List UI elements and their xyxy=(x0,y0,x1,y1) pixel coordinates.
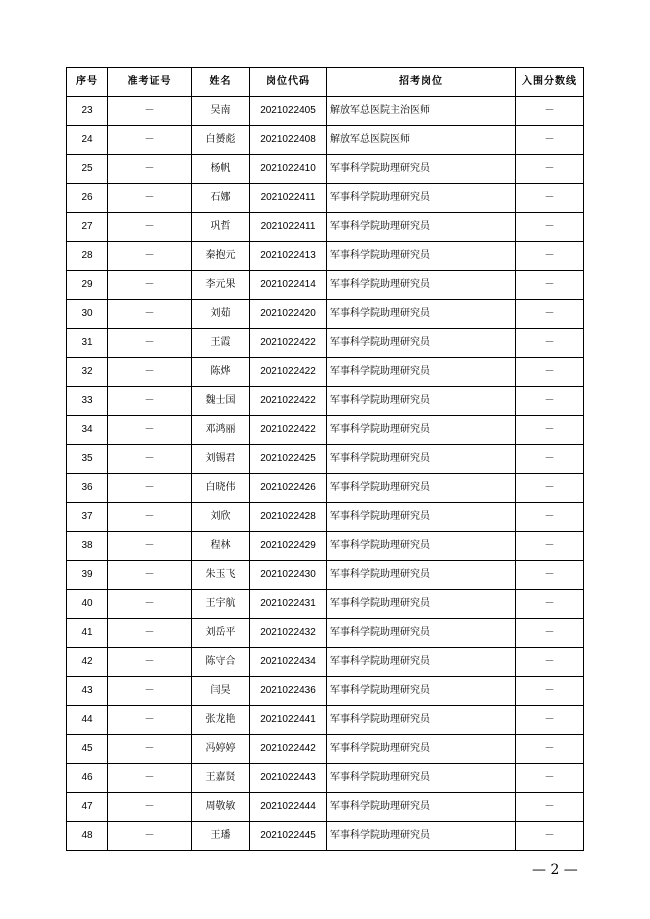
cell-cutoff: － xyxy=(516,271,584,300)
header-exam-id: 准考证号 xyxy=(108,68,192,97)
cell-seq: 40 xyxy=(67,590,108,619)
table-row xyxy=(67,184,584,213)
cell-code: 2021022408 xyxy=(250,126,327,155)
cell-exam-id: － xyxy=(108,735,192,764)
cell-name: 魏士国 xyxy=(192,387,250,416)
cell-seq: 32 xyxy=(67,358,108,387)
cell-position: 军事科学院助理研究员 xyxy=(327,793,516,822)
cell-exam-id: － xyxy=(108,271,192,300)
cell-exam-id: － xyxy=(108,97,192,126)
cell-name: 刘茹 xyxy=(192,300,250,329)
cell-code: 2021022422 xyxy=(250,329,327,358)
cell-name: 吴南 xyxy=(192,97,250,126)
cell-exam-id: － xyxy=(108,358,192,387)
cell-code: 2021022410 xyxy=(250,155,327,184)
cell-seq: 46 xyxy=(67,764,108,793)
header-seq: 序号 xyxy=(67,68,108,97)
table-row xyxy=(67,503,584,532)
header-cutoff: 入围分数线 xyxy=(516,68,584,97)
cell-position: 军事科学院助理研究员 xyxy=(327,155,516,184)
cell-seq: 31 xyxy=(67,329,108,358)
cell-cutoff: － xyxy=(516,300,584,329)
cell-seq: 24 xyxy=(67,126,108,155)
cell-cutoff: － xyxy=(516,474,584,503)
table-row xyxy=(67,155,584,184)
cell-name: 王嘉贤 xyxy=(192,764,250,793)
cell-code: 2021022422 xyxy=(250,358,327,387)
cell-seq: 48 xyxy=(67,822,108,851)
cell-exam-id: － xyxy=(108,126,192,155)
cell-name: 李元果 xyxy=(192,271,250,300)
cell-exam-id: － xyxy=(108,184,192,213)
header-name: 姓名 xyxy=(192,68,250,97)
cell-code: 2021022441 xyxy=(250,706,327,735)
cell-code: 2021022442 xyxy=(250,735,327,764)
table-row xyxy=(67,97,584,126)
table-row xyxy=(67,213,584,242)
cell-position: 军事科学院助理研究员 xyxy=(327,358,516,387)
table-row xyxy=(67,735,584,764)
cell-position: 解放军总医院医师 xyxy=(327,126,516,155)
cell-name: 刘岳平 xyxy=(192,619,250,648)
cell-position: 军事科学院助理研究员 xyxy=(327,387,516,416)
cell-exam-id: － xyxy=(108,503,192,532)
cell-code: 2021022443 xyxy=(250,764,327,793)
cell-position: 军事科学院助理研究员 xyxy=(327,213,516,242)
cell-seq: 33 xyxy=(67,387,108,416)
table-row xyxy=(67,126,584,155)
table-row xyxy=(67,648,584,677)
cell-exam-id: － xyxy=(108,764,192,793)
cell-exam-id: － xyxy=(108,793,192,822)
cell-name: 冯婷婷 xyxy=(192,735,250,764)
cell-position: 军事科学院助理研究员 xyxy=(327,271,516,300)
cell-code: 2021022411 xyxy=(250,184,327,213)
cell-exam-id: － xyxy=(108,387,192,416)
candidate-table xyxy=(66,67,584,851)
cell-name: 王璠 xyxy=(192,822,250,851)
cell-seq: 47 xyxy=(67,793,108,822)
cell-seq: 28 xyxy=(67,242,108,271)
cell-seq: 45 xyxy=(67,735,108,764)
cell-exam-id: － xyxy=(108,416,192,445)
cell-name: 张龙艳 xyxy=(192,706,250,735)
cell-name: 石娜 xyxy=(192,184,250,213)
cell-cutoff: － xyxy=(516,184,584,213)
cell-cutoff: － xyxy=(516,706,584,735)
cell-cutoff: － xyxy=(516,793,584,822)
page-number: — 2 — xyxy=(532,862,578,878)
table-row xyxy=(67,561,584,590)
cell-cutoff: － xyxy=(516,532,584,561)
cell-code: 2021022429 xyxy=(250,532,327,561)
cell-cutoff: － xyxy=(516,242,584,271)
cell-name: 白赟彪 xyxy=(192,126,250,155)
cell-code: 2021022420 xyxy=(250,300,327,329)
cell-position: 军事科学院助理研究员 xyxy=(327,590,516,619)
cell-name: 陈烨 xyxy=(192,358,250,387)
cell-position: 军事科学院助理研究员 xyxy=(327,445,516,474)
cell-cutoff: － xyxy=(516,648,584,677)
cell-position: 军事科学院助理研究员 xyxy=(327,242,516,271)
cell-position: 军事科学院助理研究员 xyxy=(327,474,516,503)
cell-cutoff: － xyxy=(516,97,584,126)
cell-exam-id: － xyxy=(108,155,192,184)
cell-name: 程林 xyxy=(192,532,250,561)
cell-exam-id: － xyxy=(108,619,192,648)
cell-position: 军事科学院助理研究员 xyxy=(327,300,516,329)
cell-name: 刘欣 xyxy=(192,503,250,532)
table-body xyxy=(67,97,584,851)
cell-cutoff: － xyxy=(516,677,584,706)
cell-exam-id: － xyxy=(108,300,192,329)
cell-position: 军事科学院助理研究员 xyxy=(327,184,516,213)
cell-cutoff: － xyxy=(516,155,584,184)
cell-position: 军事科学院助理研究员 xyxy=(327,822,516,851)
table-row xyxy=(67,271,584,300)
cell-seq: 35 xyxy=(67,445,108,474)
cell-exam-id: － xyxy=(108,213,192,242)
table-row xyxy=(67,242,584,271)
cell-code: 2021022436 xyxy=(250,677,327,706)
cell-seq: 36 xyxy=(67,474,108,503)
cell-seq: 25 xyxy=(67,155,108,184)
cell-cutoff: － xyxy=(516,503,584,532)
cell-exam-id: － xyxy=(108,474,192,503)
table-row xyxy=(67,445,584,474)
table-row xyxy=(67,764,584,793)
cell-seq: 39 xyxy=(67,561,108,590)
cell-position: 军事科学院助理研究员 xyxy=(327,648,516,677)
cell-seq: 37 xyxy=(67,503,108,532)
cell-seq: 43 xyxy=(67,677,108,706)
cell-cutoff: － xyxy=(516,358,584,387)
cell-name: 闫昊 xyxy=(192,677,250,706)
cell-name: 巩哲 xyxy=(192,213,250,242)
cell-position: 军事科学院助理研究员 xyxy=(327,619,516,648)
cell-code: 2021022445 xyxy=(250,822,327,851)
cell-exam-id: － xyxy=(108,706,192,735)
table-row xyxy=(67,300,584,329)
cell-exam-id: － xyxy=(108,648,192,677)
cell-cutoff: － xyxy=(516,735,584,764)
table-row xyxy=(67,416,584,445)
cell-seq: 23 xyxy=(67,97,108,126)
cell-position: 军事科学院助理研究员 xyxy=(327,764,516,793)
cell-name: 白晓伟 xyxy=(192,474,250,503)
cell-code: 2021022432 xyxy=(250,619,327,648)
cell-name: 杨帆 xyxy=(192,155,250,184)
cell-code: 2021022422 xyxy=(250,416,327,445)
table-row xyxy=(67,619,584,648)
cell-code: 2021022430 xyxy=(250,561,327,590)
cell-cutoff: － xyxy=(516,213,584,242)
cell-code: 2021022425 xyxy=(250,445,327,474)
cell-code: 2021022426 xyxy=(250,474,327,503)
cell-name: 周敬敏 xyxy=(192,793,250,822)
cell-code: 2021022413 xyxy=(250,242,327,271)
table-row xyxy=(67,706,584,735)
cell-code: 2021022434 xyxy=(250,648,327,677)
cell-cutoff: － xyxy=(516,329,584,358)
cell-exam-id: － xyxy=(108,242,192,271)
cell-name: 朱玉飞 xyxy=(192,561,250,590)
cell-position: 军事科学院助理研究员 xyxy=(327,706,516,735)
cell-exam-id: － xyxy=(108,445,192,474)
cell-cutoff: － xyxy=(516,416,584,445)
cell-position: 军事科学院助理研究员 xyxy=(327,677,516,706)
cell-cutoff: － xyxy=(516,822,584,851)
cell-code: 2021022428 xyxy=(250,503,327,532)
header-position: 招考岗位 xyxy=(327,68,516,97)
cell-seq: 42 xyxy=(67,648,108,677)
cell-seq: 26 xyxy=(67,184,108,213)
cell-seq: 44 xyxy=(67,706,108,735)
cell-cutoff: － xyxy=(516,126,584,155)
cell-exam-id: － xyxy=(108,677,192,706)
cell-exam-id: － xyxy=(108,590,192,619)
cell-position: 军事科学院助理研究员 xyxy=(327,735,516,764)
cell-seq: 41 xyxy=(67,619,108,648)
cell-cutoff: － xyxy=(516,387,584,416)
table-row xyxy=(67,677,584,706)
cell-position: 军事科学院助理研究员 xyxy=(327,416,516,445)
cell-exam-id: － xyxy=(108,561,192,590)
cell-cutoff: － xyxy=(516,561,584,590)
cell-position: 军事科学院助理研究员 xyxy=(327,561,516,590)
cell-seq: 29 xyxy=(67,271,108,300)
cell-seq: 30 xyxy=(67,300,108,329)
cell-name: 邓鸿丽 xyxy=(192,416,250,445)
header-code: 岗位代码 xyxy=(250,68,327,97)
cell-position: 军事科学院助理研究员 xyxy=(327,503,516,532)
table-row xyxy=(67,590,584,619)
cell-cutoff: － xyxy=(516,445,584,474)
cell-name: 陈守合 xyxy=(192,648,250,677)
cell-cutoff: － xyxy=(516,619,584,648)
cell-code: 2021022444 xyxy=(250,793,327,822)
table-row xyxy=(67,822,584,851)
cell-name: 王霞 xyxy=(192,329,250,358)
table-row xyxy=(67,793,584,822)
table-header-row xyxy=(67,68,584,97)
cell-exam-id: － xyxy=(108,532,192,561)
cell-cutoff: － xyxy=(516,764,584,793)
cell-name: 秦抱元 xyxy=(192,242,250,271)
table-row xyxy=(67,358,584,387)
table-row xyxy=(67,474,584,503)
cell-code: 2021022411 xyxy=(250,213,327,242)
cell-exam-id: － xyxy=(108,329,192,358)
cell-seq: 34 xyxy=(67,416,108,445)
cell-position: 军事科学院助理研究员 xyxy=(327,532,516,561)
cell-position: 解放军总医院主治医师 xyxy=(327,97,516,126)
cell-cutoff: － xyxy=(516,590,584,619)
cell-seq: 38 xyxy=(67,532,108,561)
cell-position: 军事科学院助理研究员 xyxy=(327,329,516,358)
cell-seq: 27 xyxy=(67,213,108,242)
cell-code: 2021022405 xyxy=(250,97,327,126)
table-row xyxy=(67,532,584,561)
cell-name: 刘锡君 xyxy=(192,445,250,474)
cell-code: 2021022422 xyxy=(250,387,327,416)
table-row xyxy=(67,329,584,358)
cell-name: 王宇航 xyxy=(192,590,250,619)
cell-code: 2021022431 xyxy=(250,590,327,619)
table-row xyxy=(67,387,584,416)
cell-code: 2021022414 xyxy=(250,271,327,300)
cell-exam-id: － xyxy=(108,822,192,851)
